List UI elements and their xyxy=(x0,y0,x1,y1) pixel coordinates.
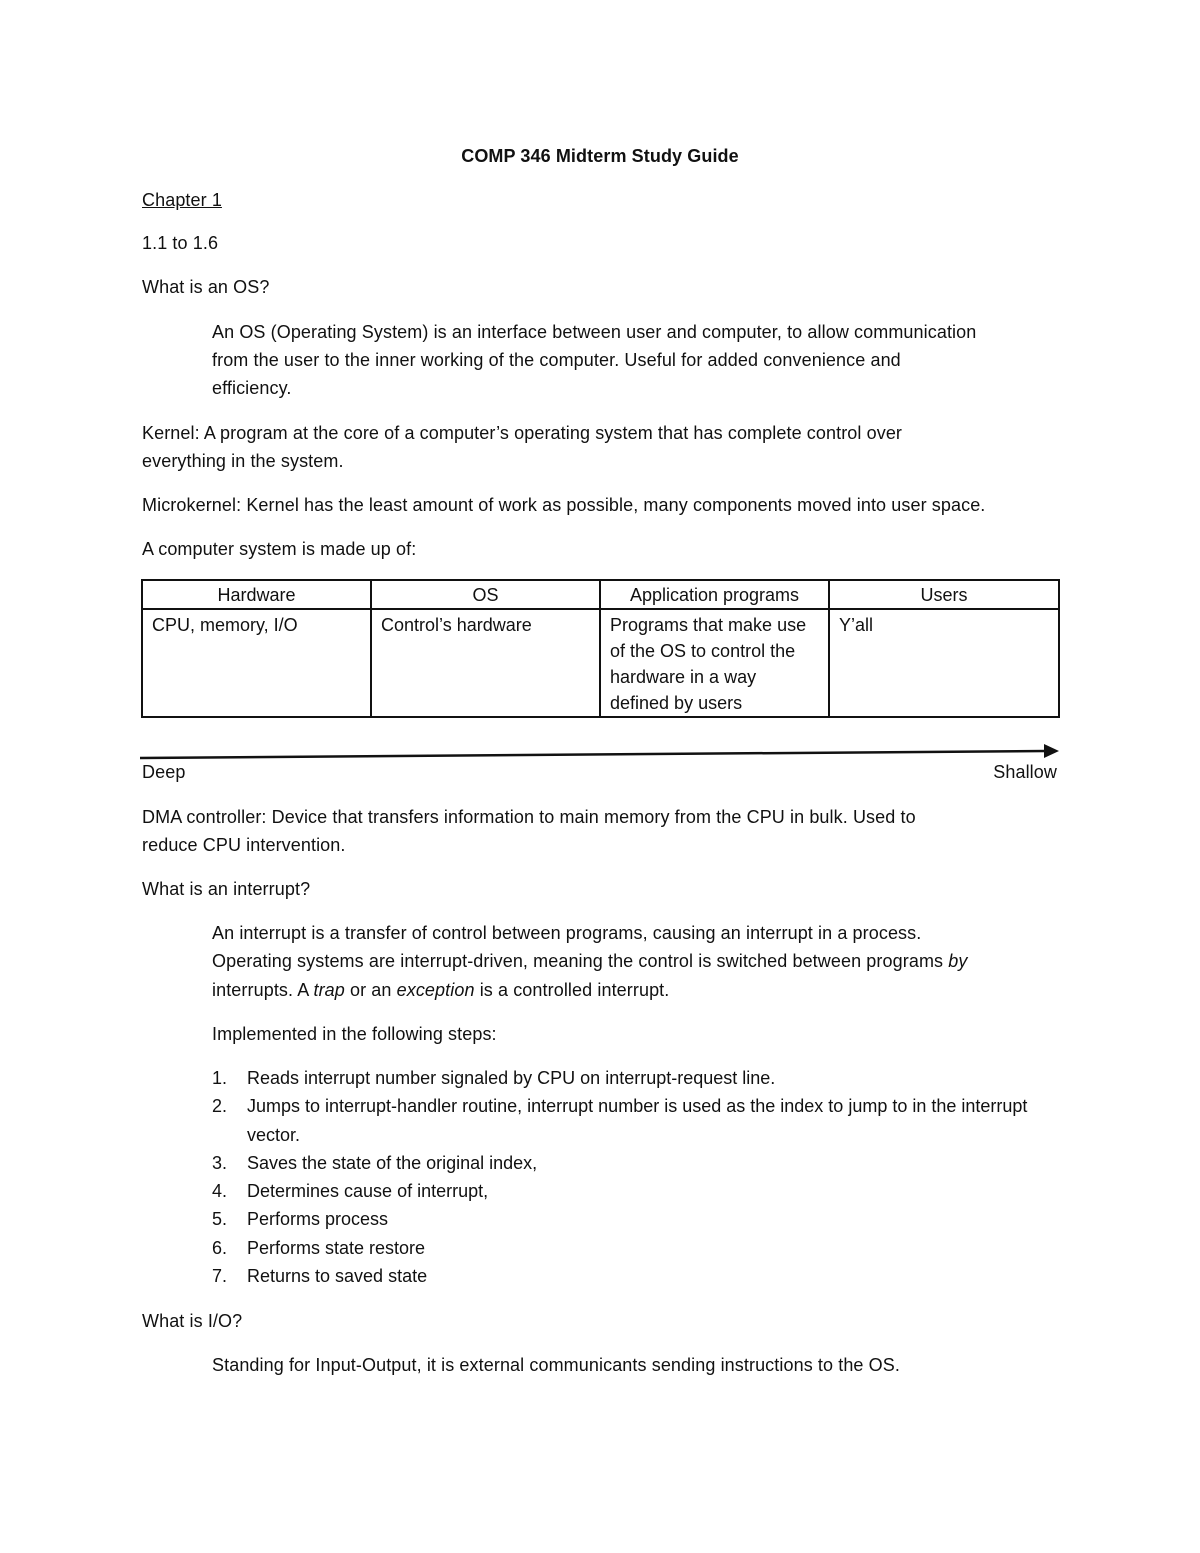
list-item xyxy=(212,1177,1072,1205)
step-number: 1. xyxy=(212,1068,228,1088)
interrupt-answer-text: is a controlled interrupt. xyxy=(474,980,670,1000)
interrupt-answer-line xyxy=(212,947,967,975)
interrupt-answer-line xyxy=(212,976,669,1004)
io-answer: Standing for Input-Output, it is external communicants sending instructions to the OS. xyxy=(212,1355,900,1375)
interrupt-answer-italic: by xyxy=(948,951,968,971)
step-number: 5. xyxy=(212,1209,228,1230)
arrow-line xyxy=(140,751,1046,758)
microkernel-definition: Microkernel: Kernel has the least amount of work as possible, many components moved into user space. xyxy=(142,495,986,515)
page-title: COMP 346 Midterm Study Guide xyxy=(461,146,739,166)
step-text: Determines cause of interrupt, xyxy=(247,1181,489,1202)
system-intro: A computer system is made up of: xyxy=(142,539,417,559)
table-header-cell: Users xyxy=(829,580,1059,609)
os-question: What is an OS? xyxy=(142,277,270,297)
interrupt-answer-line: An interrupt is a transfer of control between programs, causing an interrupt in a process. xyxy=(212,923,922,943)
table-cell: CPU, memory, I/O xyxy=(142,609,371,717)
table-cell: Programs that make use of the OS to control the hardware in a way defined by users xyxy=(600,609,829,717)
io-question: What is I/O? xyxy=(142,1311,243,1331)
sections-range: 1.1 to 1.6 xyxy=(142,233,219,253)
step-text: Saves the state of the original index, xyxy=(247,1152,538,1173)
step-number: 2. xyxy=(212,1096,228,1117)
os-answer-line: An OS (Operating System) is an interface between user and computer, to allow communication xyxy=(212,322,977,342)
scale-left-label: Deep xyxy=(142,762,186,782)
step-number: 6. xyxy=(212,1237,228,1258)
table-cell: Control’s hardware xyxy=(371,609,600,717)
table-cell: Y’all xyxy=(829,609,1059,717)
step-number: 7. xyxy=(212,1266,228,1287)
step-number: 4. xyxy=(212,1181,228,1202)
chapter-heading: Chapter 1 xyxy=(142,190,222,210)
kernel-definition-line: Kernel: A program at the core of a computer’s operating system that has complete control over xyxy=(142,423,903,443)
interrupt-question: What is an interrupt? xyxy=(142,879,311,899)
interrupt-answer-text: Operating systems are interrupt-driven, meaning the control is switched between programs xyxy=(212,951,949,971)
table-row xyxy=(142,609,1059,717)
interrupt-answer-text: interrupts. A xyxy=(212,980,314,1000)
depth-scale-arrow xyxy=(138,740,1063,766)
scale-right-label: Shallow xyxy=(993,762,1057,782)
table-header-row xyxy=(142,580,1059,609)
list-item xyxy=(212,1064,1072,1092)
list-item xyxy=(212,1262,1072,1290)
step-text: Performs state restore xyxy=(247,1237,426,1258)
exception-term: exception xyxy=(396,980,475,1000)
computer-system-table xyxy=(141,579,1060,718)
arrow-head xyxy=(1044,744,1059,758)
list-item xyxy=(212,1205,1072,1233)
trap-term: trap xyxy=(313,980,345,1000)
table-header-cell: Application programs xyxy=(600,580,829,609)
step-text: Reads interrupt number signaled by CPU on interrupt-request line. xyxy=(247,1068,776,1088)
step-text: Jumps to interrupt-handler routine, interrupt number is used as the index to jump to in the interrupt vector. xyxy=(247,1096,1028,1145)
os-answer-line: efficiency. xyxy=(212,378,292,398)
dma-definition-line: reduce CPU intervention. xyxy=(142,835,346,855)
kernel-definition-line: everything in the system. xyxy=(142,451,344,471)
steps-intro: Implemented in the following steps: xyxy=(212,1024,497,1044)
table-header-cell: OS xyxy=(371,580,600,609)
step-text: Returns to saved state xyxy=(247,1266,428,1287)
os-answer-line: from the user to the inner working of the computer. Useful for added convenience and xyxy=(212,350,901,370)
step-number: 3. xyxy=(212,1152,228,1173)
interrupt-answer-text: or an xyxy=(344,980,397,1000)
dma-definition-line: DMA controller: Device that transfers information to main memory from the CPU in bulk. Used to xyxy=(142,807,916,827)
list-item xyxy=(212,1149,1072,1177)
interrupt-steps-list xyxy=(212,1064,1072,1290)
list-item xyxy=(212,1234,1072,1262)
list-item xyxy=(212,1092,1072,1149)
table-header-cell: Hardware xyxy=(142,580,371,609)
step-text: Performs process xyxy=(247,1209,389,1230)
